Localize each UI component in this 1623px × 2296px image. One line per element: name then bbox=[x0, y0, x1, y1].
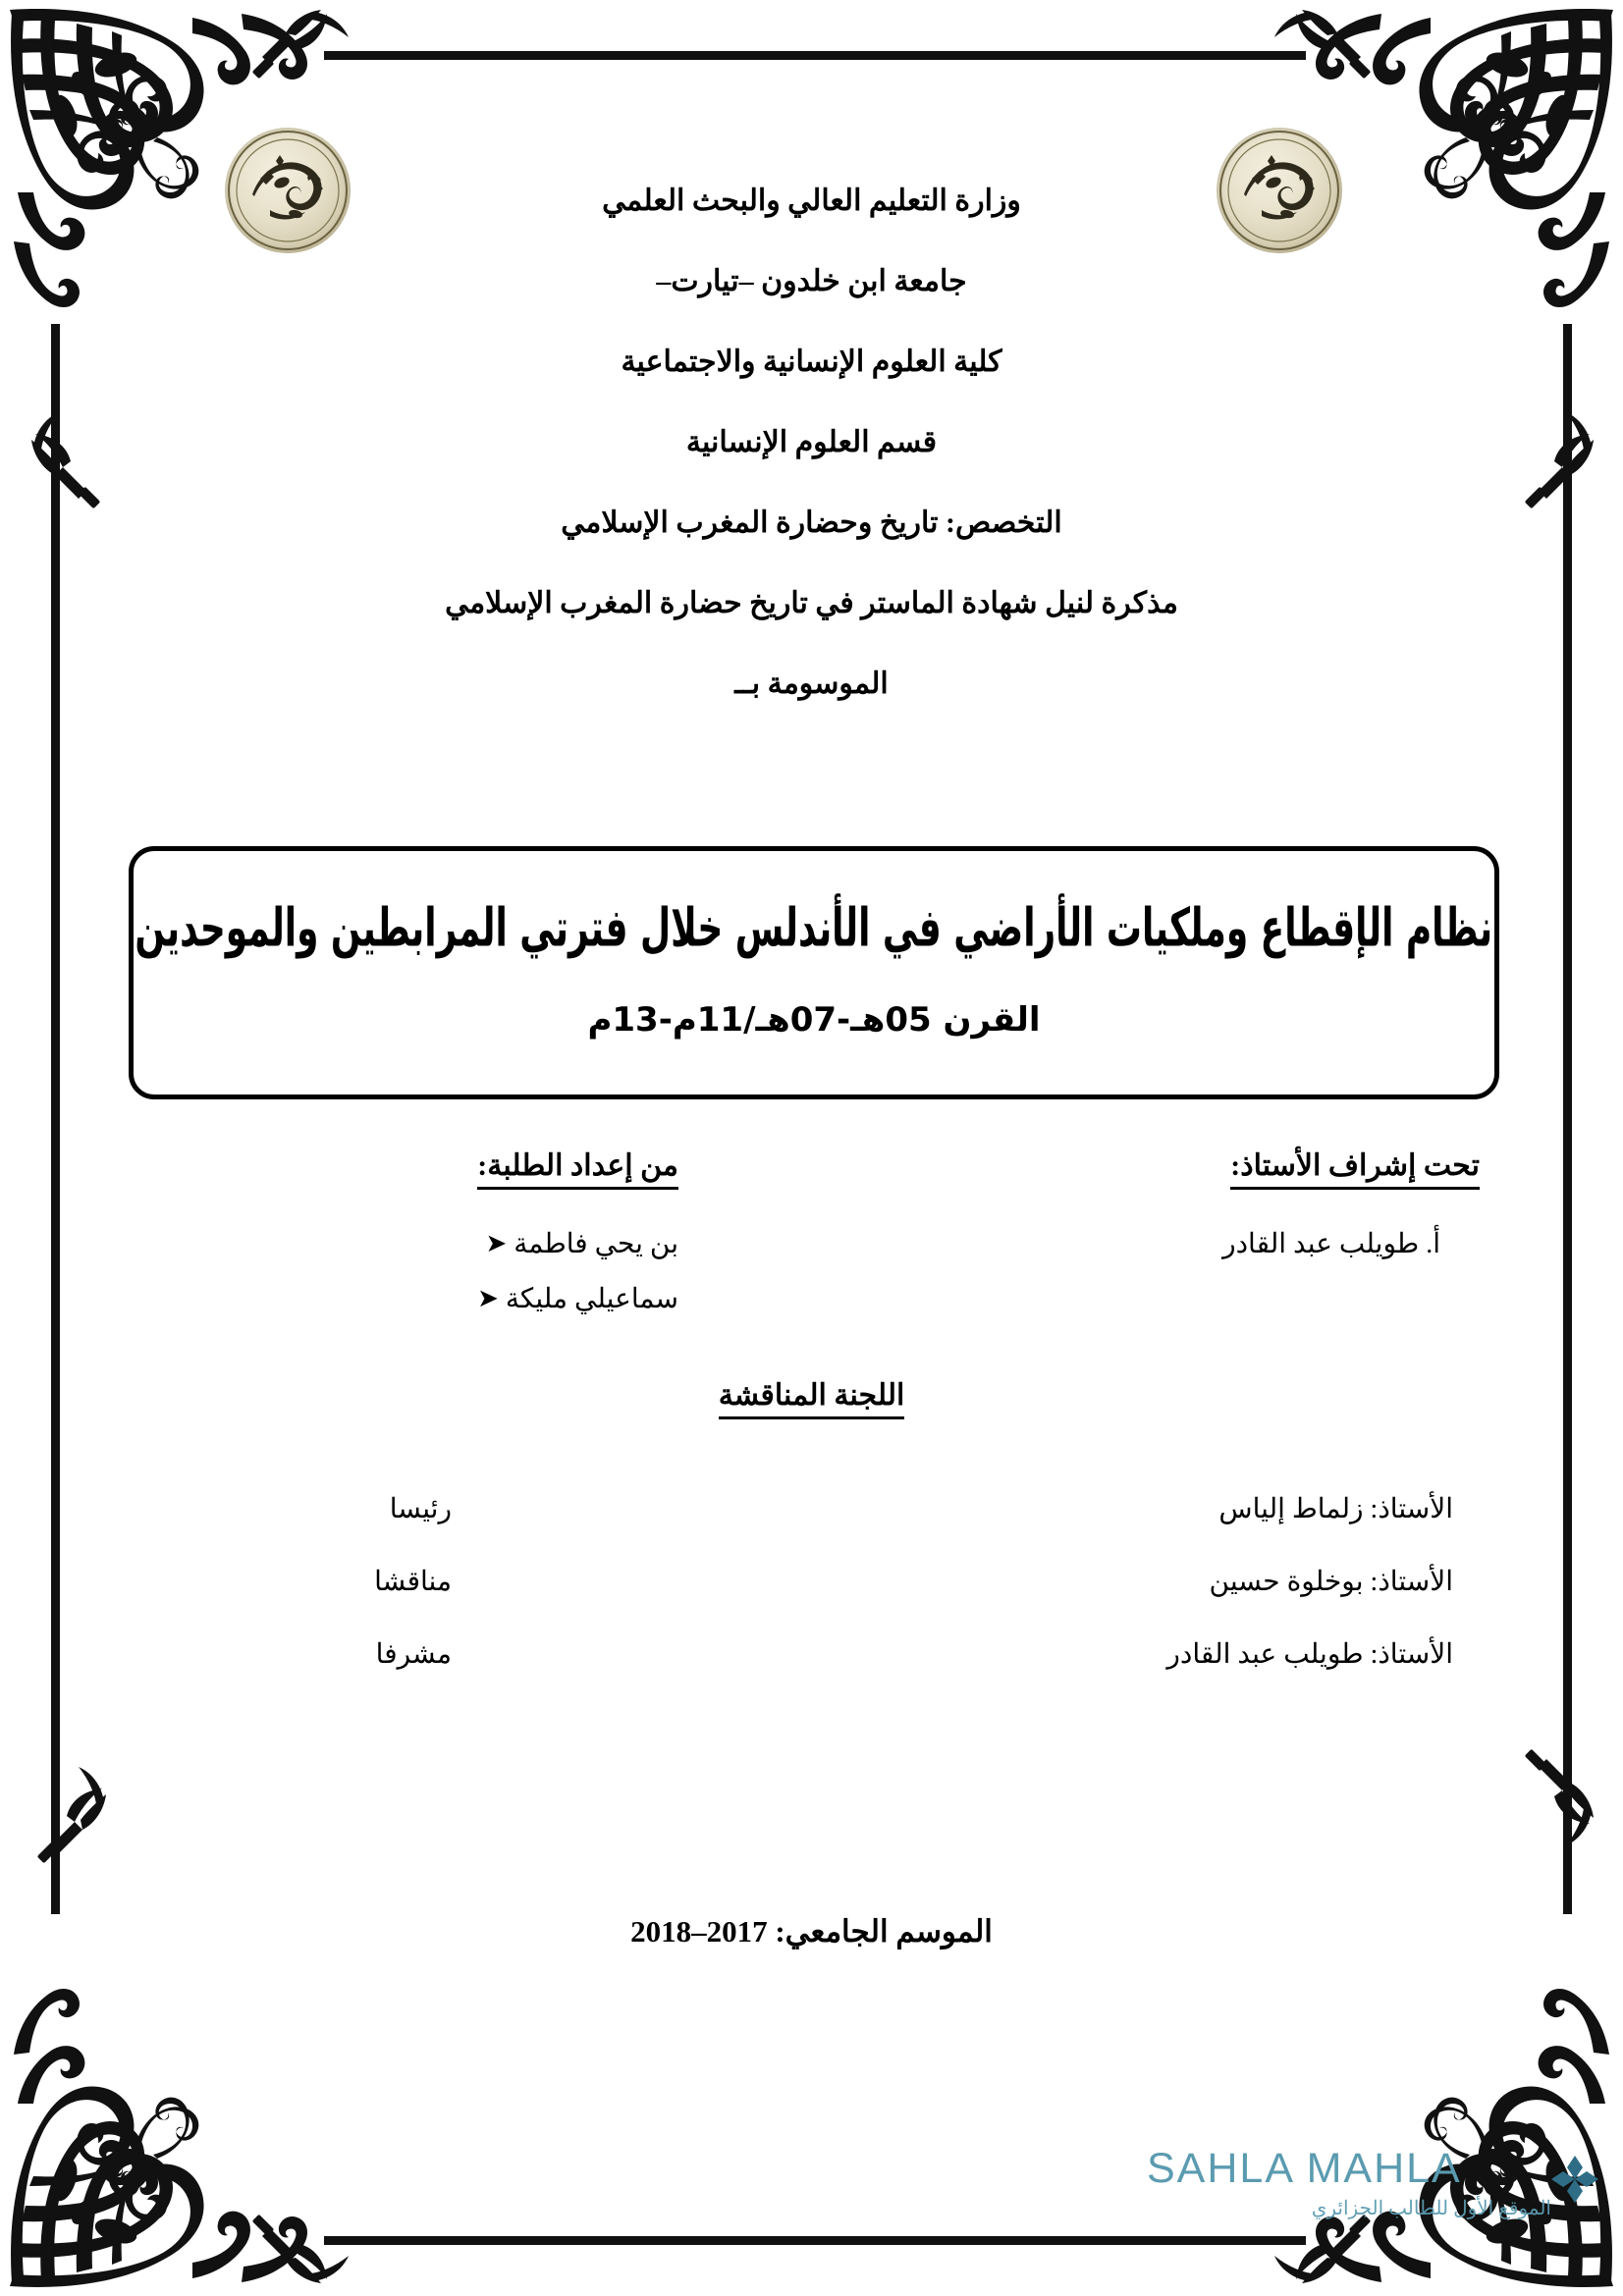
jury-heading: اللجنة المناقشة bbox=[719, 1378, 905, 1419]
jury-list bbox=[255, 1492, 1453, 1710]
quill-pen-icon bbox=[1517, 1747, 1596, 1865]
thesis-title-main: نظام الإقطاع وملكيات الأراضي في الأندلس خلال فترتي المرابطين والموحدين bbox=[135, 896, 1493, 959]
degree-line: مذكرة لنيل شهادة الماستر في تاريخ حضارة المغرب الإسلامي bbox=[445, 587, 1178, 619]
department-line: قسم العلوم الإنسانية bbox=[685, 426, 938, 458]
specialization-line: التخصص: تاريخ وحضارة المغرب الإسلامي bbox=[561, 507, 1062, 539]
watermark-logo bbox=[1147, 2145, 1559, 2256]
faculty-line: كلية العلوم الإنسانية والاجتماعية bbox=[621, 346, 1002, 378]
jury-member-name: الأستاذ: بوخلوة حسين bbox=[1209, 1567, 1453, 1597]
jury-heading-wrap bbox=[0, 1378, 1623, 1419]
thesis-title-box bbox=[129, 846, 1499, 1099]
ministry-line: وزارة التعليم العالي والبحث العلمي bbox=[602, 185, 1021, 217]
jury-row bbox=[255, 1492, 1453, 1525]
student-name: سماعيلي مليكة bbox=[505, 1284, 678, 1314]
quill-pen-icon bbox=[1255, 8, 1373, 86]
jury-member-role: مناقشا bbox=[374, 1567, 452, 1597]
jury-member-role: مشرفا bbox=[375, 1639, 452, 1670]
watermark-title: SAHLA MAHLA bbox=[1147, 2145, 1462, 2192]
border-line-left bbox=[51, 324, 60, 1914]
arrow-bullet-icon: ➤ bbox=[477, 1284, 499, 1312]
jury-member-name: الأستاذ: زلماط إلياس bbox=[1218, 1494, 1453, 1524]
quill-pen-icon bbox=[29, 393, 108, 510]
jury-row bbox=[255, 1637, 1453, 1671]
university-line: جامعة ابن خلدون –تيارت– bbox=[656, 265, 967, 297]
quill-pen-icon bbox=[250, 8, 368, 86]
entitled-line: الموسومة بــ bbox=[734, 667, 889, 700]
supervisor-heading: تحت إشراف الأستاذ: bbox=[1230, 1148, 1480, 1190]
students-column bbox=[129, 1148, 708, 1337]
border-line-right bbox=[1563, 324, 1572, 1914]
watermark-subtitle: الموقع الأول للطالب الجزائري bbox=[1311, 2198, 1551, 2219]
supervisor-name: أ. طويلب عبد القادر bbox=[1222, 1229, 1440, 1259]
jury-member-name: الأستاذ: طويلب عبد القادر bbox=[1166, 1639, 1453, 1670]
authorship-row bbox=[129, 1148, 1499, 1337]
student-list-item bbox=[129, 1282, 678, 1315]
quill-pen-icon bbox=[29, 1747, 108, 1865]
quill-pen-icon bbox=[250, 2207, 368, 2285]
watermark-mark-icon bbox=[1549, 2154, 1600, 2205]
border-line-top bbox=[324, 51, 1306, 60]
arrow-bullet-icon: ➤ bbox=[485, 1229, 508, 1257]
thesis-title-period: القرن 05هـ-07هـ/11م-13م bbox=[587, 999, 1041, 1040]
student-list-item bbox=[129, 1227, 678, 1260]
academic-year: الموسم الجامعي: 2017–2018 bbox=[630, 1914, 993, 1949]
students-heading: من إعداد الطلبة: bbox=[477, 1148, 678, 1190]
jury-member-role: رئيسا bbox=[389, 1494, 452, 1524]
jury-row bbox=[255, 1565, 1453, 1598]
quill-pen-icon bbox=[1517, 393, 1596, 510]
institution-header bbox=[167, 187, 1456, 750]
supervisor-column bbox=[930, 1148, 1499, 1337]
student-name: بن يحي فاطمة bbox=[514, 1229, 678, 1259]
